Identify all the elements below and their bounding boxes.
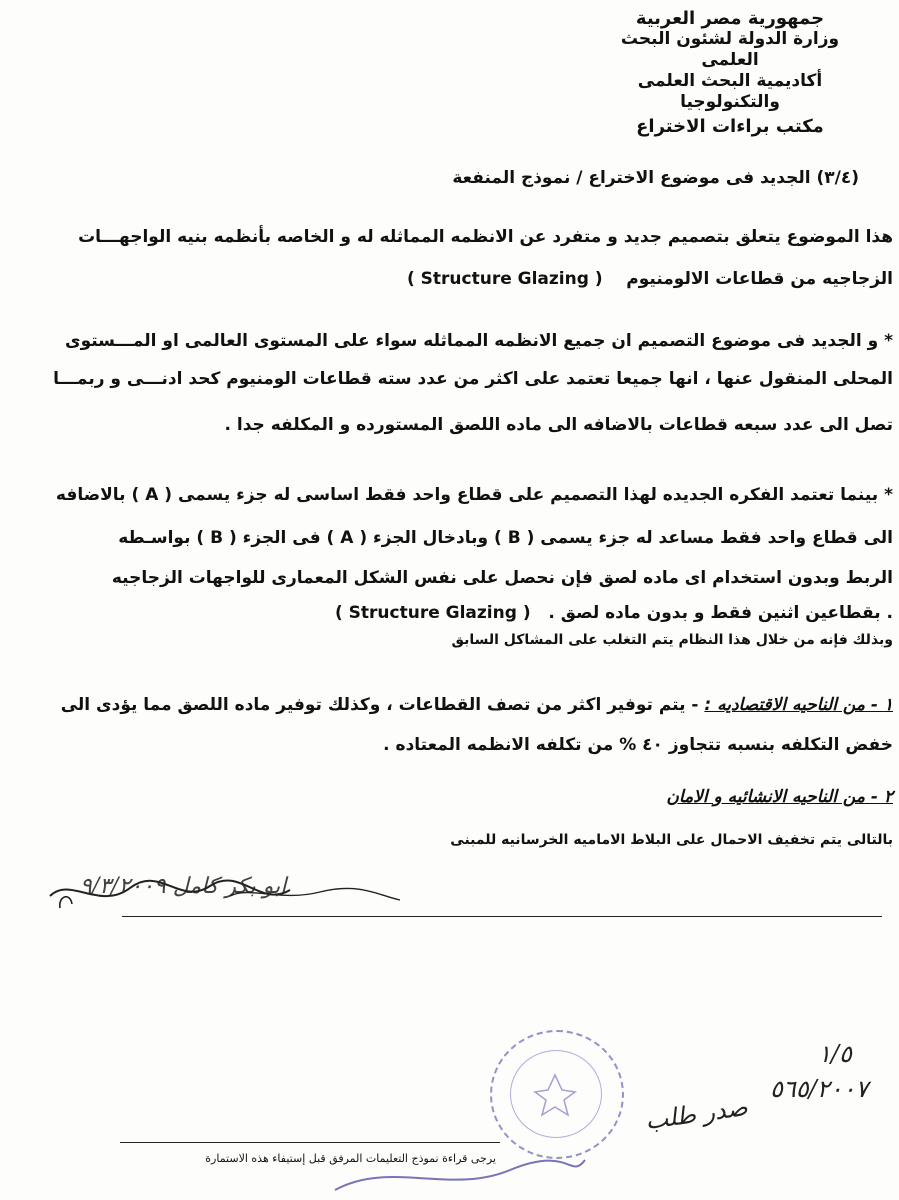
point1-line1-rest: - يتم توفير اكثر من تصف القطاعات ، وكذلك توفير ماده اللصق مما يؤدى الى bbox=[60, 695, 699, 715]
eagle-emblem-icon bbox=[530, 1070, 580, 1120]
handwritten-name: صدر طلب bbox=[643, 1092, 750, 1136]
para3-line3: الربط وبدون استخدام اى ماده لصق فإن نحصل على نفس الشكل المعمارى للواجهات الزجاجيه bbox=[111, 568, 893, 588]
para2-line2: المحلى المنقول عنها ، انها جميعا تعتمد على اكثر من عدد سته قطاعات الومنيوم كحد ادنـــى و ربمـــا bbox=[53, 369, 893, 389]
para3-line4-ar: . بقطاعين اثنين فقط و بدون ماده لصق . bbox=[548, 603, 893, 623]
para1-line2 bbox=[407, 264, 893, 294]
header-academy: أكاديمية البحث العلمى والتكنولوجيا bbox=[637, 71, 823, 112]
para3-line1: * بينما تعتمد الفكره الجديده لهذا التصميم على قطاع واحد فقط اساسى له جزء يسمى ( A ) بالاضافه bbox=[55, 485, 893, 505]
point1-line1 bbox=[61, 690, 893, 720]
para1-line1: هذا الموضوع يتعلق بتصميم جديد و متفرد عن الانظمه المماثله له و الخاصه بأنظمه بنيه الواجهـــات bbox=[78, 227, 893, 247]
point2-line1: بالتالى يتم تخفيف الاحمال على البلاط الاماميه الخرسانيه للمبنى bbox=[450, 832, 893, 848]
para3-line4-en: ( Structure Glazing ) bbox=[334, 603, 531, 623]
header-ministry: وزارة الدولة لشئون البحث العلمى bbox=[620, 29, 840, 70]
point2-heading: ٢ - من الناحيه الانشائيه و الامان bbox=[666, 787, 893, 807]
handwritten-ref: ٥٦٥/٢٠٠٧ bbox=[770, 1075, 869, 1103]
letterhead bbox=[600, 8, 860, 137]
para2-line3: تصل الى عدد سبعه قطاعات بالاضافه الى ماده اللصق المستورده و المكلفه جدا . bbox=[224, 415, 893, 435]
section-title: (٣/٤) الجديد فى موضوع الاختراع / نموذج المنفعة bbox=[452, 168, 859, 188]
para1-line2-en: ( Structure Glazing ) bbox=[406, 269, 603, 289]
handwritten-signature bbox=[40, 866, 600, 926]
footer-rule bbox=[120, 1142, 500, 1143]
signature-text: ابو بكر كامل ٩/٣/٢٠٠٩ bbox=[80, 874, 287, 899]
para3-line2: الى قطاع واحد فقط مساعد له جزء يسمى ( B ) وبادخال الجزء ( A ) فى الجزء ( B ) بواسـطه bbox=[118, 528, 893, 548]
point1-heading: ١ - من الناحيه الاقتصاديه : bbox=[704, 695, 893, 715]
signature-flourish-icon bbox=[330, 1150, 590, 1200]
para2-line1: * و الجديد فى موضوع التصميم ان جميع الانظمه المماثله سواء على المستوى العالمى او المـــستوى bbox=[64, 331, 893, 351]
para3-line4 bbox=[335, 598, 893, 628]
handwritten-fraction: ١/٥ bbox=[818, 1040, 852, 1068]
para3-line5: وبذلك فإنه من خلال هذا النظام يتم التغلب على المشاكل السابق bbox=[451, 632, 893, 648]
signature-line bbox=[122, 916, 882, 917]
header-office: مكتب براءات الاختراع bbox=[636, 116, 824, 137]
header-country: جمهورية مصر العربية bbox=[635, 8, 825, 29]
footer-note: يرجى قراءة نموذج التعليمات المرفق قبل إستيفاء هذه الاستمارة bbox=[205, 1152, 496, 1165]
para1-line2-ar: الزجاجيه من قطاعات الالومنيوم bbox=[626, 269, 893, 289]
point1-line2: خفض التكلفه بنسبه تتجاوز ٤٠ % من تكلفه الانظمه المعتاده . bbox=[383, 735, 893, 755]
